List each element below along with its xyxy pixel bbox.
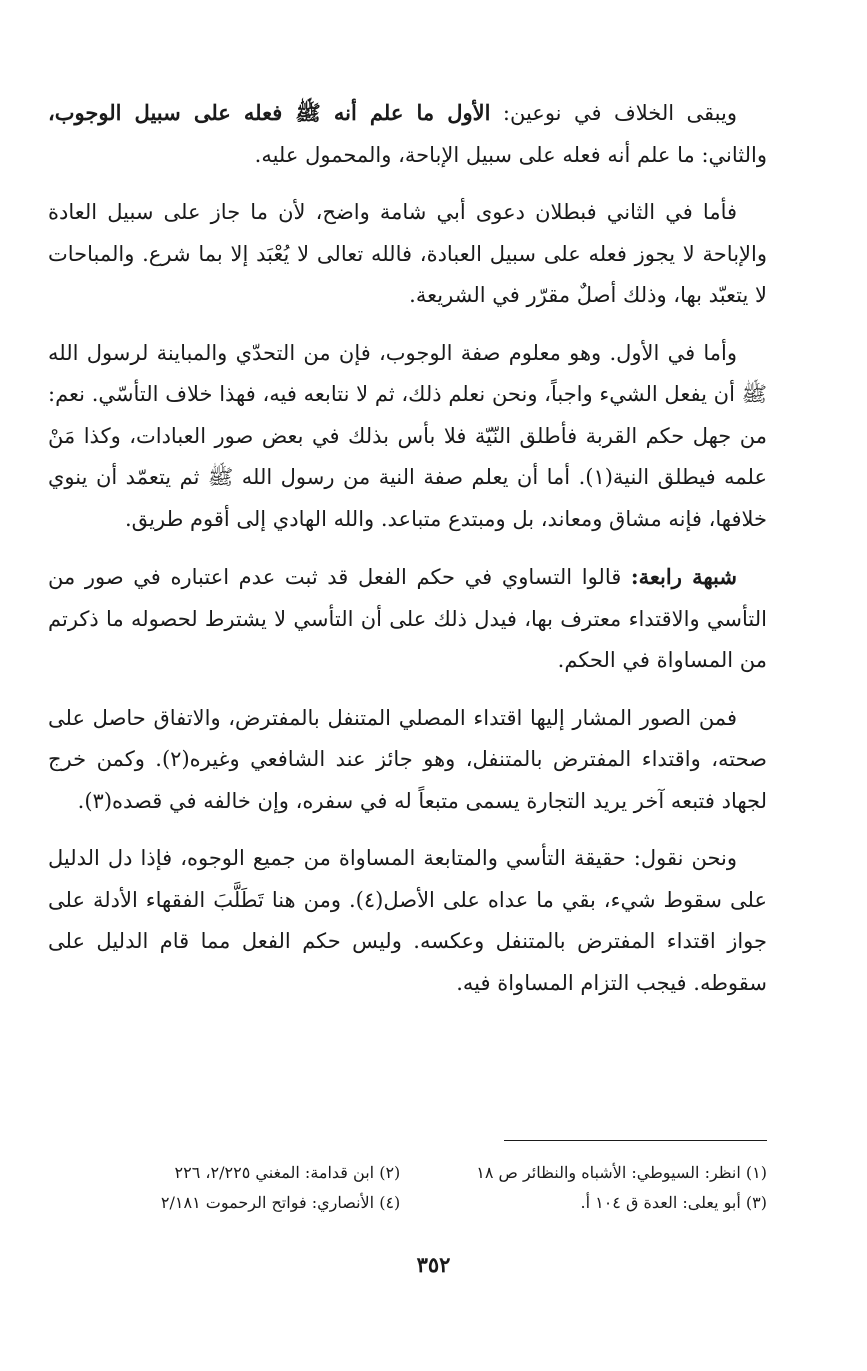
footnote-row — [48, 1188, 767, 1218]
footnotes — [48, 1158, 767, 1218]
paragraph-1-bold: الأول ما علم أنه ﷺ فعله على سبيل الوجوب، — [48, 100, 491, 125]
footnote-2: (٢) ابن قدامة: المغني ٢/٢٢٥، ٢٢٦ — [174, 1163, 401, 1182]
paragraph-4 — [48, 556, 767, 682]
paragraph-5: فمن الصور المشار إليها اقتداء المصلي المتنفل بالمفترض، والاتفاق حاصل على صحته، واقتداء المفترض بالمتنفل، وهو جائز عند الشافعي وغيره(٢). وكمن خرج لجهاد فتبعه آخر يريد التجارة يسمى متبعاً له في سفره، وإن خالفه في قصده(٣). — [48, 705, 767, 813]
footnote-1: (١) انظر: السيوطي: الأشباه والنظائر ص ١٨ — [476, 1163, 767, 1182]
paragraph-4-rest: قالوا التساوي في حكم الفعل قد ثبت عدم اعتباره في صور من التأسي والاقتداء معترف بها، فيدل ذلك على أن التأسي لا يشترط لحصوله ما ذكرتم من المساواة في الحكم. — [48, 565, 767, 672]
footnote-4: (٤) الأنصاري: فواتح الرحموت ٢/١٨١ — [160, 1193, 401, 1212]
paragraph-1-rest: والثاني: ما علم أنه فعله على سبيل الإباحة، والمحمول عليه. — [254, 142, 767, 167]
paragraph-1 — [48, 92, 767, 176]
paragraph-6: ونحن نقول: حقيقة التأسي والمتابعة المساواة من جميع الوجوه، فإذا دل الدليل على سقوط شيء، بقي ما عداه على الأصل(٤). ومن هنا تَطَلَّبَ الفقهاء الأدلة على جواز اقتداء المفترض بالمتنفل وعكسه. وليس حكم الفعل مما قام الدليل على سقوطه. فيجب التزام المساواة فيه. — [48, 846, 767, 995]
paragraph-2: فأما في الثاني فبطلان دعوى أبي شامة واضح، لأن ما جاز على سبيل العادة والإباحة لا يجوز فعله على سبيل العبادة، فالله تعالى لا يُعْبَد إلا بما شرع. والمباحات لا يتعبّد بها، وذلك أصلٌ مقرّر في الشريعة. — [48, 200, 767, 307]
footnote-separator — [504, 1140, 767, 1141]
paragraph-1-lead: ويبقى الخلاف في نوعين: — [490, 101, 738, 125]
footnote-row — [48, 1158, 767, 1188]
paragraph-3: وأما في الأول. وهو معلوم صفة الوجوب، فإن من التحدّي والمباينة لرسول الله ﷺ أن يفعل الشيء واجباً، ونحن نعلم ذلك، ثم لا نتابعه فيه، فهذا خلاف التأسّي. نعم: من جهل حكم القربة فأطلق النّيّة فلا بأس بذلك في بعض صور العبادات، وكذا مَنْ علمه فيطلق النية(١). أما أن يعلم صفة النية من رسول الله ﷺ ثم يتعمّد أن ينوي خلافها، فإنه مشاق ومعاند، بل ومبتدع متباعد. والله الهادي إلى أقوم طريق. — [48, 340, 767, 531]
footnote-3: (٣) أبو يعلى: العدة ق ١٠٤ أ. — [580, 1193, 767, 1212]
page-number: ٣٥٢ — [416, 1252, 451, 1277]
page-body — [48, 92, 767, 1020]
paragraph-4-heading: شبهة رابعة: — [630, 564, 737, 589]
